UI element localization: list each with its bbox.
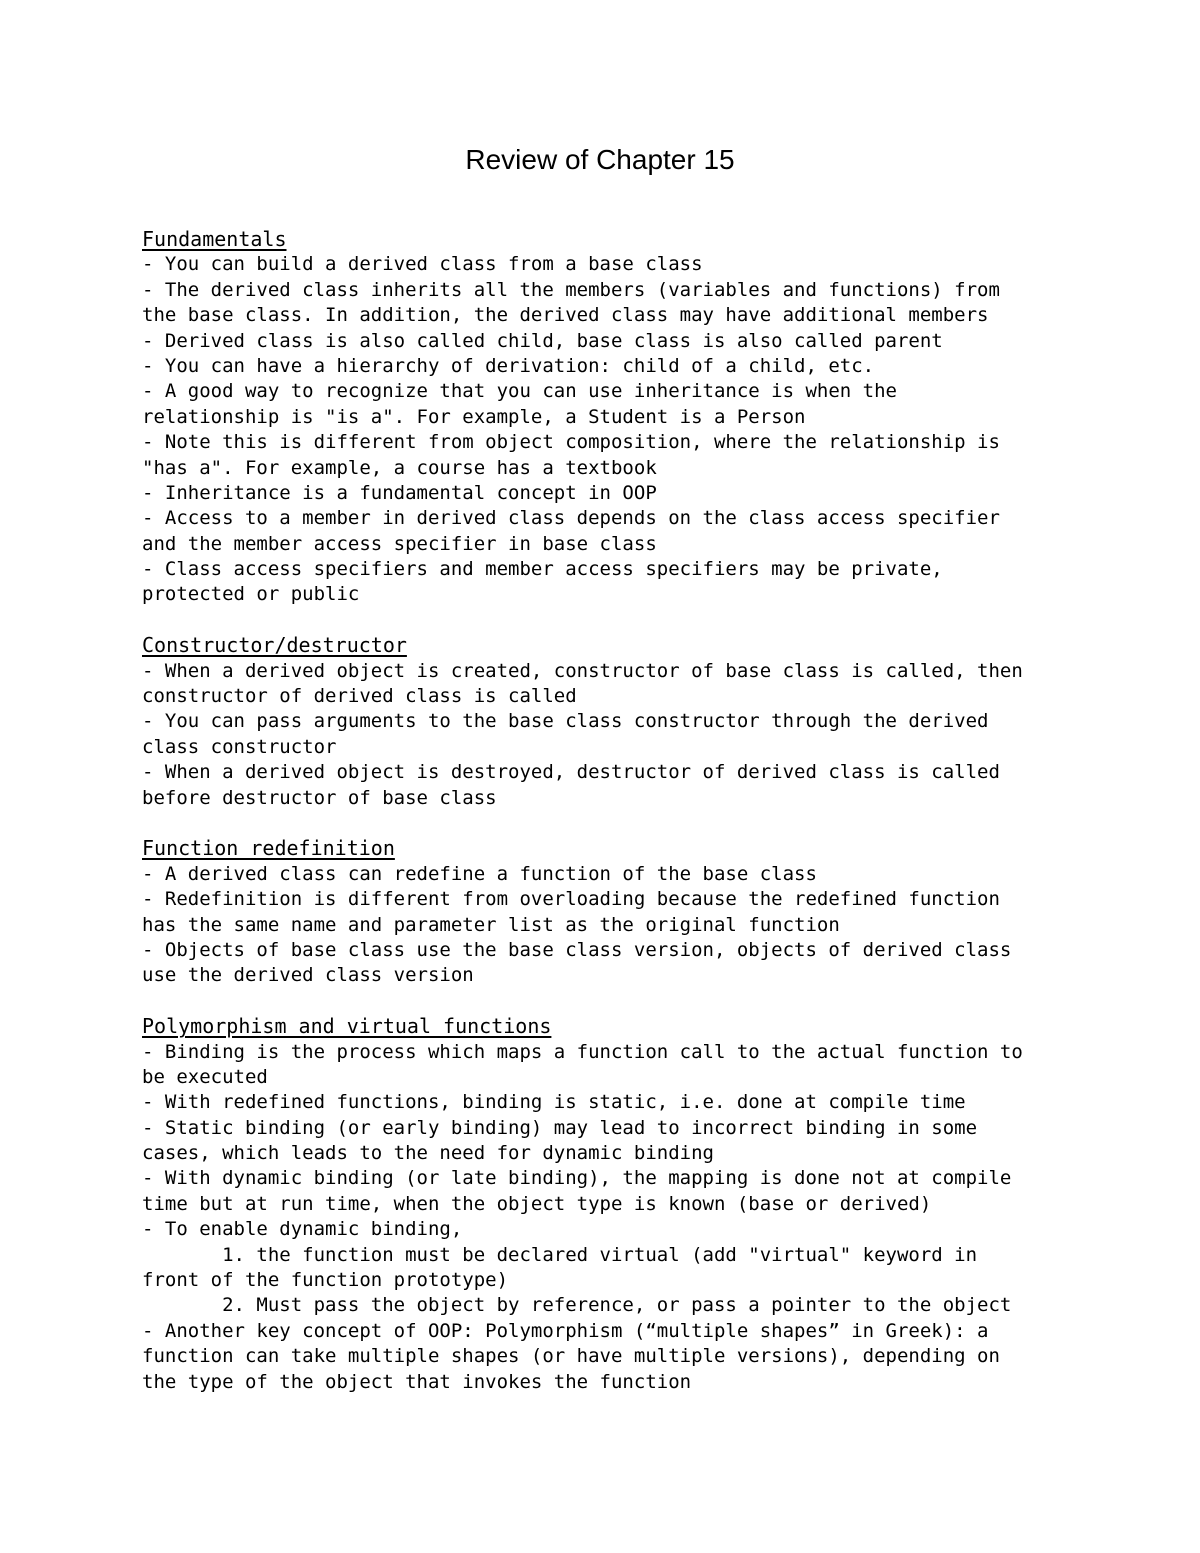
text-line: - When a derived object is destroyed, destructor of derived class is called <box>142 761 1000 784</box>
text-line: 2. Must pass the object by reference, or pass a pointer to the object <box>142 1294 1012 1317</box>
document-body <box>142 227 1102 1420</box>
text-line: - With dynamic binding (or late binding), the mapping is done not at compile <box>142 1167 1012 1190</box>
text-line: - You can pass arguments to the base class constructor through the derived <box>142 710 989 733</box>
section-polymorphism <box>142 1014 1102 1395</box>
text-line: - You can build a derived class from a base class <box>142 253 703 276</box>
text-line: - To enable dynamic binding, <box>142 1218 463 1241</box>
text-line: - With redefined functions, binding is static, i.e. done at compile time <box>142 1091 966 1114</box>
text-line: the type of the object that invokes the function <box>142 1370 692 1393</box>
section-constructor-destructor <box>142 633 1102 811</box>
text-line: constructor of derived class is called <box>142 685 577 708</box>
text-line: before destructor of base class <box>142 786 497 809</box>
section-heading: Function redefinition <box>142 836 395 861</box>
section-fundamentals <box>142 227 1102 608</box>
text-line: - Objects of base class use the base class version, objects of derived class <box>142 938 1012 961</box>
text-line: - Static binding (or early binding) may lead to incorrect binding in some <box>142 1116 978 1139</box>
text-line: be executed <box>142 1065 268 1088</box>
text-line: and the member access specifier in base class <box>142 532 657 555</box>
text-line: - Inheritance is a fundamental concept in OOP <box>142 481 657 504</box>
text-line: - When a derived object is created, constructor of base class is called, then <box>142 659 1023 682</box>
text-line: class constructor <box>142 735 337 758</box>
text-line: relationship is "is a". For example, a Student is a Person <box>142 405 806 428</box>
text-line: - Derived class is also called child, base class is also called parent <box>142 329 943 352</box>
text-line: use the derived class version <box>142 964 474 987</box>
text-line: has the same name and parameter list as the original function <box>142 913 840 936</box>
text-line: - A good way to recognize that you can use inheritance is when the <box>142 380 897 403</box>
text-line: - Access to a member in derived class depends on the class access specifier <box>142 507 1000 530</box>
section-heading: Fundamentals <box>142 227 287 251</box>
text-line: time but at run time, when the object type is known (base or derived) <box>142 1192 932 1215</box>
section-heading: Constructor/destructor <box>142 633 407 658</box>
text-line: function can take multiple shapes (or have multiple versions), depending on <box>142 1345 1000 1368</box>
text-line: - Note this is different from object composition, where the relationship is <box>142 431 1000 454</box>
text-line: - Another key concept of OOP: Polymorphism (“multiple shapes” in Greek): a <box>142 1319 989 1342</box>
text-line: 1. the function must be declared virtual (add "virtual" keyword in <box>142 1243 978 1266</box>
text-line: the base class. In addition, the derived class may have additional members <box>142 304 989 327</box>
text-line: front of the function prototype) <box>142 1269 509 1292</box>
text-line: - The derived class inherits all the members (variables and functions) from <box>142 278 1000 301</box>
text-line: "has a". For example, a course has a textbook <box>142 456 657 479</box>
text-line: - Binding is the process which maps a function call to the actual function to <box>142 1040 1023 1063</box>
page-title: Review of Chapter 15 <box>465 144 735 175</box>
text-line: - Class access specifiers and member access specifiers may be private, <box>142 558 943 581</box>
text-line: - You can have a hierarchy of derivation: child of a child, etc. <box>142 354 875 377</box>
section-function-redefinition <box>142 836 1102 988</box>
text-line: - A derived class can redefine a function of the base class <box>142 862 817 885</box>
text-line: cases, which leads to the need for dynamic binding <box>142 1142 714 1165</box>
text-line: protected or public <box>142 583 360 606</box>
section-heading: Polymorphism and virtual functions <box>142 1014 552 1039</box>
text-line: - Redefinition is different from overloading because the redefined function <box>142 888 1000 911</box>
